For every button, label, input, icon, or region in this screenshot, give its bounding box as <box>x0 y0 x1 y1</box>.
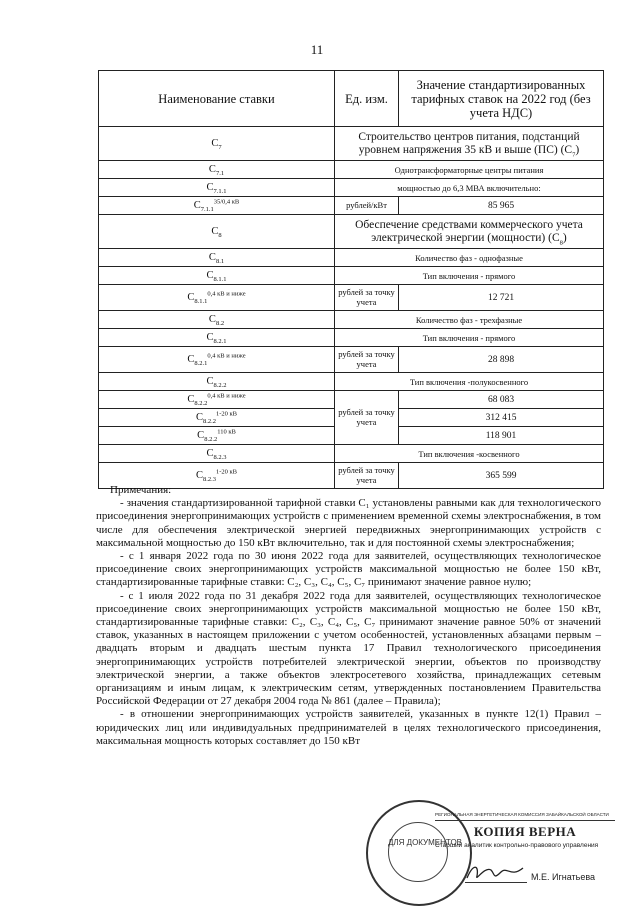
rate-description-cell <box>335 179 604 197</box>
note-paragraph: - с 1 июля 2022 года по 31 декабря 2022 года для заявителей, осуществляющих технологическое присоединение своих энергопринимающих устройств максимальной мощностью не более 150 кВт, стандартизированные тарифные ставки: C₂, C₃, C₄, C₅, C₇ принимают значение равное 50% от значений ставок, указанных в настоящем приложении с учетом особенностей, установленных абзацами первым – двадцать вторым и двадцать шестым пункта 17 Правил технологического присоединения энергопринимающих устройств потребителей электрической энергии, объектов по производству электрической энергии, а также объектов электросетевого хозяйства, принадлежащих сетевым организациям и иным лицам, к электрическим сетям, утвержденных постановлением Правительства Российской Федерации от 27 декабря 2004 года № 861 (далее – Правила); <box>96 589 601 708</box>
rate-value-cell: 12 721 <box>399 285 604 311</box>
table-row <box>99 285 604 311</box>
handwritten-signature <box>465 860 525 884</box>
rate-subscript: 7 <box>218 144 222 152</box>
rate-symbol: C <box>206 182 214 193</box>
rate-subscript: 8.2.2 <box>194 400 208 408</box>
rate-symbol: C <box>208 314 216 325</box>
rate-description-cell <box>335 445 604 463</box>
rate-voltage-superscript: 0,4 кВ и ниже <box>207 290 246 298</box>
stamp-organization: РЕГИОНАЛЬНАЯ ЭНЕРГЕТИЧЕСКАЯ КОМИССИЯ ЗАБАЙКАЛЬСКОЙ ОБЛАСТИ <box>435 812 615 821</box>
table-row <box>99 197 604 215</box>
rate-name-cell <box>99 285 335 311</box>
rate-description: мощностью до 6,3 МВА включительно: <box>397 182 541 193</box>
rate-description-cell <box>335 249 604 267</box>
rate-name-cell <box>99 249 335 267</box>
tariff-rates-table <box>98 70 604 489</box>
rate-symbol: C <box>206 376 214 387</box>
rate-name-cell <box>99 161 335 179</box>
note-paragraph: - значения стандартизированной тарифной ставки C₁ установлены равными как для технологического присоединения энергопринимающих устройств с применением временной схемы электроснабжения, в том числе для обеспечения электрической энергией передвижных энергопринимающих устройств с максимальной мощностью до 150 кВт включительно, так и для постоянной схемы электроснабжения; <box>96 497 601 549</box>
rate-name-cell <box>99 215 335 249</box>
note-paragraph: - с 1 января 2022 года по 30 июня 2022 года для заявителей, осуществляющих технологическое присоединение своих энергопринимающих устройств максимальной мощностью не более 150 кВт, стандартизированные тарифные ставки: C₂, C₃, C₄, C₅, C₇ принимают значение равное нулю; <box>96 550 601 589</box>
rate-name-cell <box>99 267 335 285</box>
rate-symbol: C <box>187 354 195 365</box>
table-row <box>99 329 604 347</box>
rate-subscript: 7.1 <box>215 170 225 178</box>
unit-cell: рублей за точку учета <box>335 391 399 445</box>
rate-subscript: 7.1.1 <box>200 206 214 214</box>
rate-voltage-superscript: 110 кВ <box>217 428 236 436</box>
rate-description: Строительство центров питания, подстанций уровнем напряжения 35 кВ и выше (ПС) (C <box>358 130 580 156</box>
rate-name-cell <box>99 197 335 215</box>
rate-subscript: 8.2 <box>215 320 225 328</box>
rate-symbol: C <box>211 138 219 149</box>
rate-subscript: 8.2.1 <box>213 338 227 346</box>
rate-description: Количество фаз - однофазные <box>415 252 523 263</box>
unit-cell: рублей за точку учета <box>335 347 399 373</box>
rate-voltage-superscript: 1-20 кВ <box>215 468 238 476</box>
rate-symbol: C <box>206 270 214 281</box>
rate-description-cell <box>335 267 604 285</box>
rate-description-subscript: 8 <box>559 238 563 246</box>
rate-value-cell: 68 083 <box>399 391 604 409</box>
table-row <box>99 249 604 267</box>
column-header-unit: Ед. изм. <box>335 71 399 127</box>
table-row <box>99 445 604 463</box>
table-row <box>99 311 604 329</box>
rate-symbol: C <box>206 448 214 459</box>
rate-description: Тип включения - прямого <box>422 332 516 343</box>
table-row <box>99 215 604 249</box>
rate-subscript: 8 <box>218 232 222 240</box>
table-row <box>99 179 604 197</box>
rate-name-cell <box>99 311 335 329</box>
rate-subscript: 8.2.2 <box>202 418 216 426</box>
rate-symbol: C <box>187 394 195 405</box>
rate-name-cell <box>99 445 335 463</box>
rate-name-cell <box>99 427 335 445</box>
rate-description-tail: ) <box>562 231 567 244</box>
stamp-title: КОПИЯ ВЕРНА <box>473 824 577 839</box>
rate-value-cell: 312 415 <box>399 409 604 427</box>
table-row <box>99 391 604 409</box>
rate-value-cell: 118 901 <box>399 427 604 445</box>
rate-subscript: 8.2.3 <box>202 476 216 484</box>
table-row <box>99 267 604 285</box>
page-number: 11 <box>310 42 324 57</box>
rate-voltage-superscript: 1-20 кВ <box>215 410 238 418</box>
round-seal-text: ДЛЯ ДОКУМЕНТОВ <box>388 838 463 847</box>
rate-subscript: 8.2.2 <box>213 382 227 390</box>
rate-description-cell <box>335 161 604 179</box>
unit-cell: рублей/кВт <box>335 197 399 215</box>
notes-section <box>96 484 601 748</box>
rate-name-cell <box>99 391 335 409</box>
rate-description-cell <box>335 373 604 391</box>
rate-description-subscript: 7 <box>572 150 576 158</box>
rate-name-cell <box>99 127 335 161</box>
stamp-signer-name: М.Е. Игнатьева <box>531 872 596 882</box>
rate-voltage-superscript: 35/0,4 кВ <box>213 198 240 206</box>
note-paragraph: - в отношении энергопринимающих устройств заявителей, указанных в пункте 12(1) Правил – юридических лиц или индивидуальных предпринимателей в целях технологического присоединения, максимальная мощность которых составляет до 150 кВт <box>96 708 601 747</box>
column-header-rate-name: Наименование ставки <box>99 71 335 127</box>
rate-symbol: C <box>208 164 216 175</box>
rate-description-cell <box>335 215 604 249</box>
rate-symbol: C <box>195 470 203 481</box>
certification-stamp <box>435 812 615 892</box>
rate-subscript: 8.1 <box>215 258 225 266</box>
rate-symbol: C <box>197 430 205 441</box>
unit-cell: рублей за точку учета <box>335 463 399 489</box>
table-row <box>99 127 604 161</box>
rate-description: Обеспечение средствами коммерческого учета электрической энергии (мощности) (C <box>355 218 583 244</box>
rate-symbol: C <box>187 292 195 303</box>
rate-voltage-superscript: 0,4 кВ и ниже <box>207 392 246 400</box>
rate-value-cell: 365 599 <box>399 463 604 489</box>
rate-description-cell <box>335 329 604 347</box>
rate-value-cell: 85 965 <box>399 197 604 215</box>
stamp-position: Старший аналитик контрольно-правового управления <box>435 842 599 849</box>
rate-subscript: 8.2.3 <box>213 454 227 462</box>
rate-description: Однотрансформаторные центры питания <box>394 164 544 175</box>
rate-subscript: 8.2.2 <box>204 436 218 444</box>
rate-subscript: 7.1.1 <box>213 188 227 196</box>
rate-symbol: C <box>193 200 201 211</box>
rate-symbol: C <box>206 332 214 343</box>
rate-name-cell <box>99 373 335 391</box>
rate-name-cell <box>99 329 335 347</box>
rate-name-cell <box>99 179 335 197</box>
table-row <box>99 347 604 373</box>
rate-description: Количество фаз - трехфазные <box>415 314 523 325</box>
rate-symbol: C <box>208 252 216 263</box>
rate-description: Тип включения -полукосвенного <box>409 376 529 387</box>
table-row <box>99 373 604 391</box>
rate-symbol: C <box>195 412 203 423</box>
column-header-value: Значение стандартизированных тарифных ставок на 2022 год (без учета НДС) <box>399 71 604 127</box>
rate-voltage-superscript: 0,4 кВ и ниже <box>207 352 246 360</box>
rate-description-cell <box>335 127 604 161</box>
rate-description-tail: ) <box>575 143 580 156</box>
table-header-row <box>99 71 604 127</box>
rate-subscript: 8.1.1 <box>194 298 208 306</box>
rate-subscript: 8.2.1 <box>194 360 208 368</box>
rate-symbol: C <box>211 226 219 237</box>
notes-heading: Примечания: <box>110 484 172 496</box>
rate-value-cell: 28 898 <box>399 347 604 373</box>
rate-subscript: 8.1.1 <box>213 276 227 284</box>
rate-description-cell <box>335 311 604 329</box>
rate-name-cell <box>99 347 335 373</box>
rate-description: Тип включения -косвенного <box>418 448 520 459</box>
table-row <box>99 161 604 179</box>
unit-cell: рублей за точку учета <box>335 285 399 311</box>
rate-description: Тип включения - прямого <box>422 270 516 281</box>
rate-name-cell <box>99 409 335 427</box>
